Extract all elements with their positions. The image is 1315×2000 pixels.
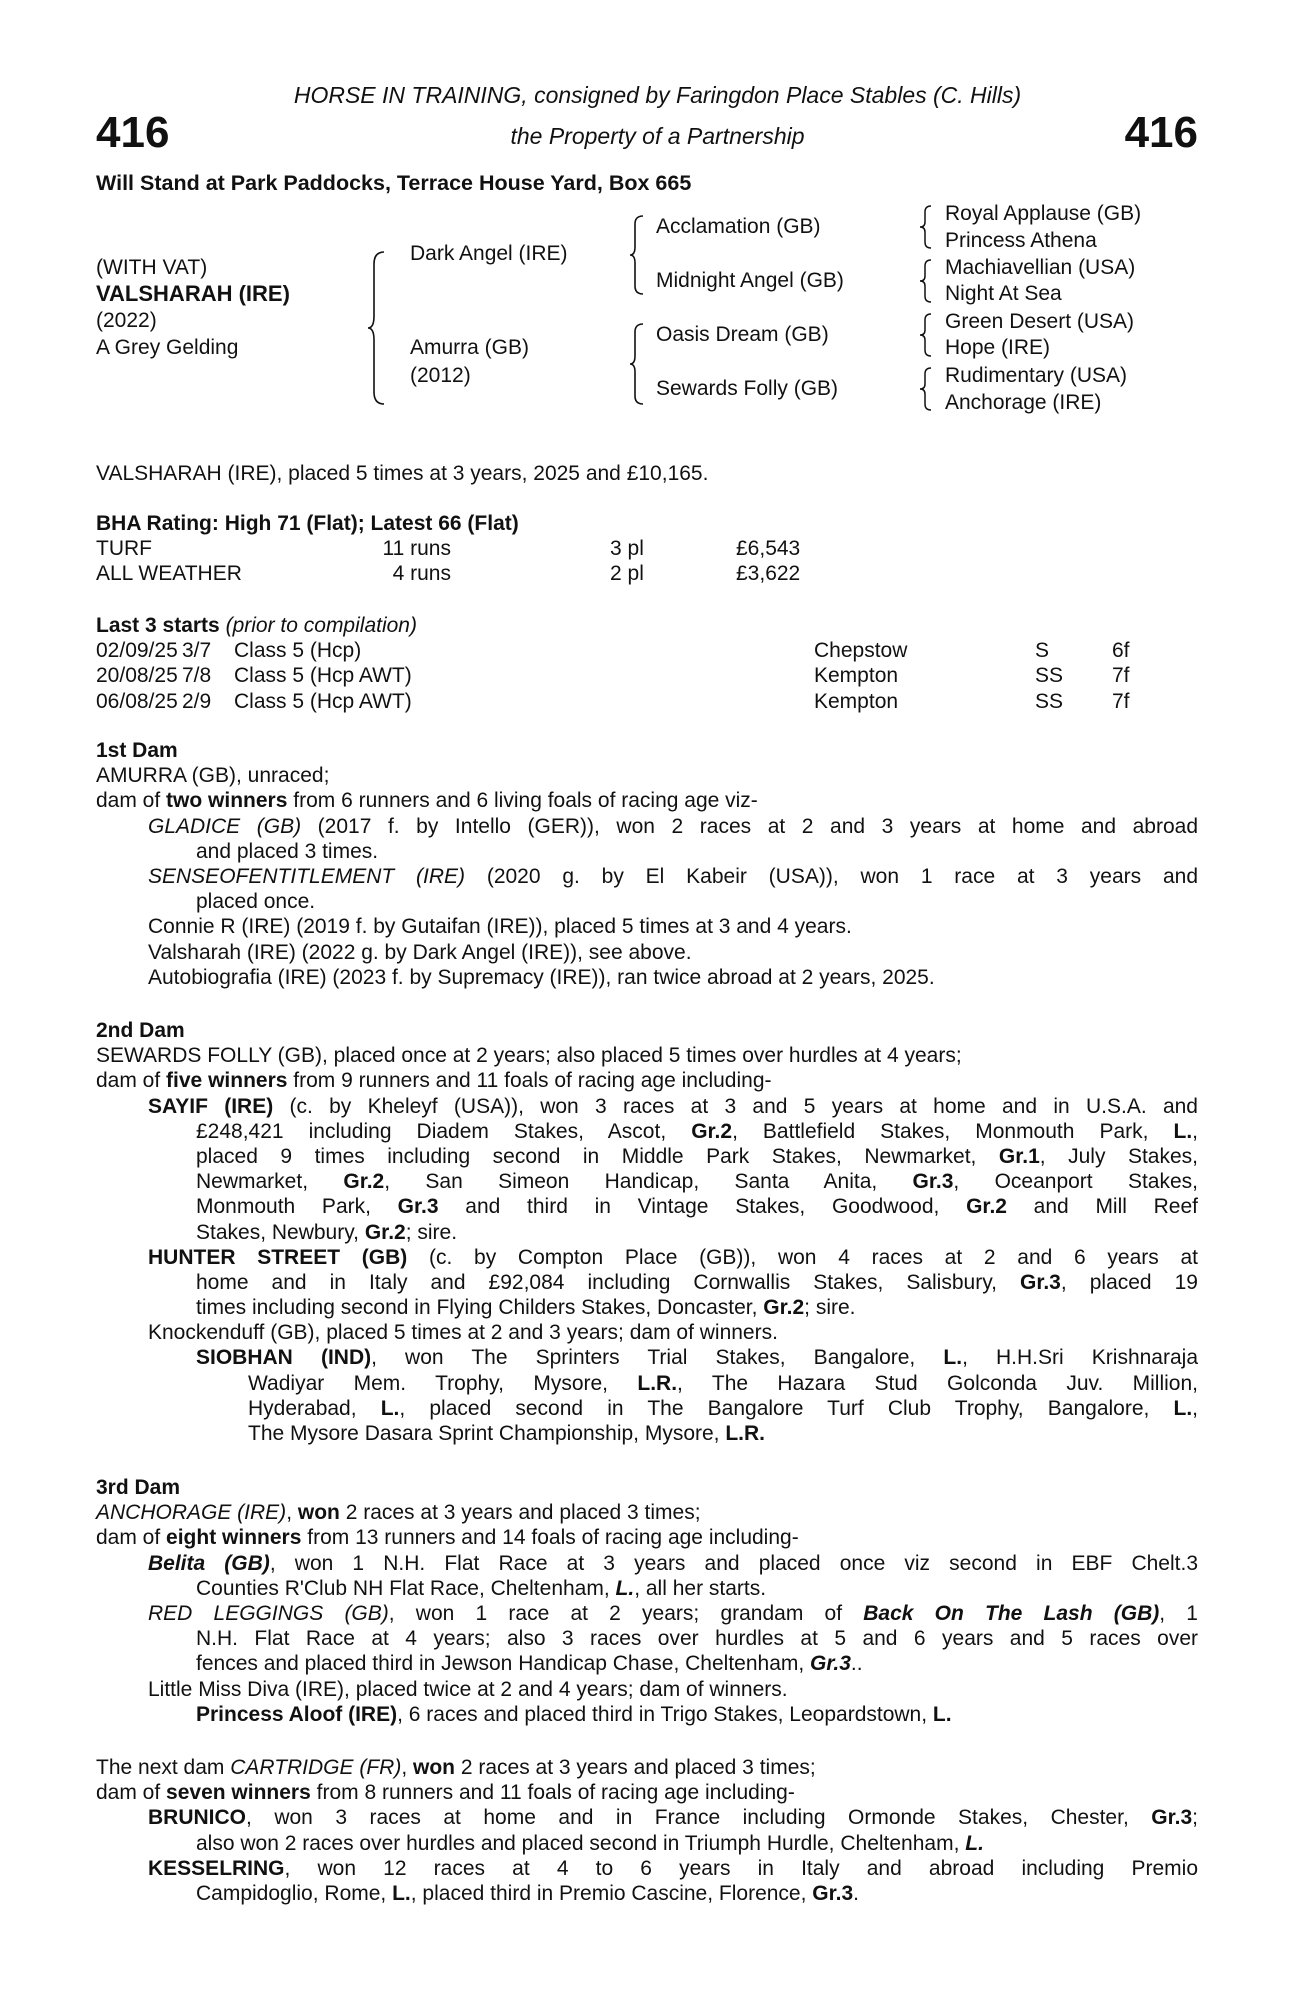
start-dist: 7f <box>1112 689 1130 713</box>
text-run: seven winners <box>166 1781 311 1805</box>
pedigree-entry <box>96 914 1198 939</box>
text-run: home and in Italy and £92,084 including Cornwallis Stakes, Salisbury, <box>196 1270 1020 1294</box>
text-run: , placed 19 <box>1060 1270 1198 1294</box>
brace-icon <box>366 250 388 406</box>
start-row <box>96 663 1198 688</box>
start-pos: 3/7 <box>182 639 212 663</box>
ancestor: Hope (IRE) <box>945 336 1051 359</box>
dam-dam: Sewards Folly (GB) <box>656 377 839 400</box>
pedigree-entry <box>96 1780 1198 1805</box>
text-run: and third in Vintage Stakes, Goodwood, <box>438 1195 967 1219</box>
dam: Amurra (GB) <box>410 336 530 359</box>
property-line: the Property of a Partnership <box>510 123 805 149</box>
text-line <box>96 1677 1198 1702</box>
dam-section <box>96 1475 1198 1727</box>
text-run: , placed third in Premio Cascine, Florence, <box>410 1881 813 1905</box>
lot-number-right: 416 <box>1124 108 1198 157</box>
text-run: The next dam <box>96 1756 231 1779</box>
text-line <box>96 1295 1198 1320</box>
pedigree-entry <box>96 1245 1198 1321</box>
text-run: Gr.2 <box>364 1220 406 1244</box>
brace-icon <box>628 322 646 406</box>
text-line <box>96 1576 1198 1601</box>
text-run: AMURRA (GB), unraced; <box>96 764 330 788</box>
text-run: from 9 runners and 11 foals of racing age including- <box>287 1069 772 1093</box>
pedigree-entry <box>96 1677 1198 1702</box>
prize: £3,622 <box>736 562 801 586</box>
text-run: , 1 <box>1159 1601 1198 1625</box>
pedigree-entry <box>96 1805 1198 1855</box>
text-run: Gr.3 <box>397 1195 439 1219</box>
text-run: times including second in Flying Childers Stakes, Doncaster, <box>196 1296 764 1320</box>
starts-title: Last 3 starts <box>96 614 220 637</box>
text-run: Back On The Lash (GB) <box>863 1601 1160 1625</box>
text-run: , Battlefield Stakes, Monmouth Park, <box>732 1119 1174 1143</box>
text-run: Monmouth Park, <box>196 1195 398 1219</box>
text-run: CARTRIDGE (FR) <box>230 1756 402 1779</box>
vat-note: (WITH VAT) <box>96 256 208 279</box>
text-run: BRUNICO <box>148 1806 246 1830</box>
text-run: L. <box>1173 1396 1193 1420</box>
start-course: Chepstow <box>814 639 908 663</box>
text-run: RED LEGGINGS (GB) <box>148 1601 389 1625</box>
dam-section <box>96 1018 1198 1446</box>
text-run: Gr.3 <box>810 1652 851 1676</box>
brace-icon <box>918 204 934 250</box>
text-run: Campidoglio, Rome, <box>196 1881 393 1905</box>
pedigree-entry <box>96 814 1198 864</box>
start-race: Class 5 (Hcp) <box>234 639 362 663</box>
pedigree-entry <box>96 1856 1198 1906</box>
text-run: ; sire. <box>405 1220 458 1244</box>
text-run: eight winners <box>166 1526 302 1550</box>
text-line <box>96 914 1198 939</box>
start-dist: 7f <box>1112 664 1130 688</box>
brace-icon <box>628 214 646 296</box>
text-run: from 6 runners and 6 living foals of racing age viz- <box>287 789 758 813</box>
text-run: L.R. <box>637 1371 678 1395</box>
text-line <box>96 864 1198 889</box>
text-run: KESSELRING <box>148 1856 285 1880</box>
text-run: Gr.3 <box>1151 1806 1193 1830</box>
dam-year: (2012) <box>410 364 471 387</box>
text-run: five winners <box>166 1069 288 1093</box>
text-run: placed 9 times including second in Middle Park Stakes, Newmarket, <box>196 1144 999 1168</box>
start-date: 06/08/25 <box>96 689 178 713</box>
text-run: dam of <box>96 1069 167 1093</box>
text-line <box>96 1220 1198 1245</box>
text-run: , won 1 N.H. Flat Race at 3 years and placed once viz second in EBF Chelt.3 <box>269 1551 1199 1575</box>
text-run: Little Miss Diva (IRE), placed twice at 2 and 4 years; dam of winners. <box>148 1677 788 1701</box>
surface: TURF <box>96 537 152 561</box>
text-run: dam of <box>96 789 167 813</box>
pedigree-entry <box>96 788 1198 813</box>
text-run: SAYIF (IRE) <box>148 1094 274 1118</box>
last-starts <box>96 613 1198 714</box>
text-run: L. <box>932 1702 952 1726</box>
text-run: .. <box>850 1652 863 1676</box>
pedigree-entry <box>96 1551 1198 1601</box>
text-run: Autobiografia (IRE) (2023 f. by Supremacy (IRE)), ran twice abroad at 2 years, 2025. <box>148 965 935 989</box>
text-line <box>96 965 1198 990</box>
text-run: Gr.2 <box>343 1170 385 1194</box>
ancestor: Royal Applause (GB) <box>945 202 1142 225</box>
text-line <box>96 788 1198 813</box>
ancestor: Night At Sea <box>945 282 1062 305</box>
text-line <box>96 1651 1198 1676</box>
text-run: placed once. <box>196 890 316 914</box>
text-run: ; <box>1192 1806 1198 1830</box>
text-run: Gr.3 <box>1020 1270 1061 1294</box>
text-line <box>96 1094 1198 1119</box>
text-run: dam of <box>96 1781 167 1805</box>
text-line <box>96 1755 1198 1780</box>
pedigree-entry <box>96 1043 1198 1068</box>
text-run: , all her starts. <box>634 1576 767 1600</box>
text-run: Newmarket, <box>196 1170 344 1194</box>
rating-block <box>96 511 1198 587</box>
rating-row-turf <box>96 536 1198 561</box>
text-line <box>96 1421 1198 1446</box>
start-race: Class 5 (Hcp AWT) <box>234 689 412 713</box>
ancestor: Machiavellian (USA) <box>945 256 1136 279</box>
text-run: , 6 races and placed third in Trigo Stakes, Leopardstown, <box>397 1702 933 1726</box>
text-run: , <box>286 1501 298 1525</box>
pedigree-entry <box>96 1345 1198 1446</box>
text-run: Gr.1 <box>998 1144 1040 1168</box>
dam-section <box>96 1755 1198 1906</box>
text-run: , July Stakes, <box>1039 1144 1198 1168</box>
horse-description: A Grey Gelding <box>96 336 239 359</box>
start-dist: 6f <box>1112 639 1130 663</box>
start-row <box>96 638 1198 663</box>
pedigree-entry <box>96 1702 1198 1727</box>
text-run: Wadiyar Mem. Trophy, Mysore, <box>248 1371 638 1395</box>
text-run: The Mysore Dasara Sprint Championship, Mysore, <box>248 1422 726 1445</box>
ancestor: Princess Athena <box>945 229 1097 252</box>
text-line <box>96 1194 1198 1219</box>
starts-note: (prior to compilation) <box>225 614 417 637</box>
text-line <box>96 1626 1198 1651</box>
pedigree-entry <box>96 763 1198 788</box>
text-run: fences and placed third in Jewson Handicap Chase, Cheltenham, <box>196 1652 811 1676</box>
text-run: and placed 3 times. <box>196 839 379 863</box>
text-run: from 13 runners and 14 foals of racing age including- <box>301 1526 799 1550</box>
text-run: Gr.3 <box>812 1881 854 1905</box>
placed: 2 pl <box>610 562 644 586</box>
pedigree-entry <box>96 1755 1198 1780</box>
text-line <box>96 1881 1198 1906</box>
text-line <box>96 1396 1198 1421</box>
text-line <box>96 1043 1198 1068</box>
text-run: L. <box>392 1881 411 1905</box>
text-run: , won 3 races at home and in France including Ormonde Stakes, Chester, <box>246 1806 1152 1830</box>
start-date: 20/08/25 <box>96 664 178 688</box>
text-run: , Oceanport Stakes, <box>953 1170 1198 1194</box>
text-run: won <box>297 1501 340 1525</box>
text-line <box>96 1601 1198 1626</box>
runs: 4 runs <box>392 562 451 586</box>
text-run: , won 12 races at 4 to 6 years in Italy and abroad including Premio <box>284 1856 1198 1880</box>
pedigree-entry <box>96 1525 1198 1550</box>
text-run: 2 races at 3 years and placed 3 times; <box>455 1756 816 1779</box>
start-going: SS <box>1035 664 1064 688</box>
text-line <box>96 1831 1198 1856</box>
text-line <box>96 1119 1198 1144</box>
text-run: SIOBHAN (IND) <box>196 1346 372 1370</box>
text-run: L. <box>943 1346 963 1370</box>
text-run: Princess Aloof (IRE) <box>196 1702 398 1726</box>
text-line <box>96 839 1198 864</box>
text-line <box>96 1169 1198 1194</box>
text-run: , H.H.Sri Krishnaraja <box>962 1346 1199 1370</box>
text-run: , <box>401 1756 414 1779</box>
start-going: SS <box>1035 689 1064 713</box>
pedigree-entry <box>96 1320 1198 1345</box>
text-run: , won 1 race at 2 years; grandam of <box>388 1601 864 1625</box>
text-line <box>96 1780 1198 1805</box>
text-run: Hyderabad, <box>248 1396 381 1420</box>
text-run: Gr.2 <box>691 1119 733 1143</box>
sire: Dark Angel (IRE) <box>410 242 568 265</box>
text-line <box>96 1270 1198 1295</box>
text-line <box>96 1144 1198 1169</box>
text-line <box>96 1805 1198 1830</box>
start-race: Class 5 (Hcp AWT) <box>234 664 412 688</box>
text-run: , San Simeon Handicap, Santa Anita, <box>384 1170 913 1194</box>
placed: 3 pl <box>610 537 644 561</box>
pedigree-entry <box>96 940 1198 965</box>
text-line <box>96 1525 1198 1550</box>
text-line <box>96 814 1198 839</box>
stand-location: Will Stand at Park Paddocks, Terrace House Yard, Box 665 <box>96 171 692 195</box>
start-pos: 2/9 <box>182 689 212 713</box>
text-run: ; sire. <box>804 1296 856 1320</box>
text-line <box>96 1551 1198 1576</box>
pedigree-entry <box>96 1500 1198 1525</box>
ancestor: Rudimentary (USA) <box>945 364 1128 387</box>
text-line <box>96 940 1198 965</box>
text-run: Stakes, Newbury, <box>196 1220 365 1244</box>
pedigree-entry <box>96 864 1198 914</box>
text-line <box>96 763 1198 788</box>
surface: ALL WEATHER <box>96 562 242 586</box>
text-run: , won The Sprinters Trial Stakes, Bangalore, <box>371 1346 944 1370</box>
text-line <box>96 1702 1198 1727</box>
text-run: Gr.2 <box>966 1195 1007 1219</box>
text-run: ANCHORAGE (IRE) <box>96 1501 287 1525</box>
pedigree-entry <box>96 1068 1198 1093</box>
text-run: SENSEOFENTITLEMENT (IRE) <box>148 864 466 888</box>
text-run: also won 2 races over hurdles and placed second in Triumph Hurdle, Cheltenham, <box>196 1831 966 1855</box>
text-run: Connie R (IRE) (2019 f. by Gutaifan (IRE)), placed 5 times at 3 and 4 years. <box>148 915 852 939</box>
text-run: HUNTER STREET (GB) <box>148 1245 408 1269</box>
text-line <box>96 1068 1198 1093</box>
sire-sire: Acclamation (GB) <box>656 215 821 238</box>
pedigree-entry <box>96 1601 1198 1677</box>
text-run: and Mill Reef <box>1006 1195 1199 1219</box>
text-run: L. <box>615 1576 635 1600</box>
text-line <box>96 1345 1198 1370</box>
text-run: L.R. <box>725 1422 766 1445</box>
text-run: (c. by Compton Place (GB)), won 4 races at 2 and 6 years at <box>407 1245 1198 1269</box>
lot-number-left: 416 <box>96 108 170 157</box>
start-course: Kempton <box>814 664 899 688</box>
section-heading: 3rd Dam <box>96 1476 181 1499</box>
text-line <box>96 1245 1198 1270</box>
start-row <box>96 689 1198 714</box>
brace-icon <box>918 366 934 412</box>
brace-icon <box>918 258 934 304</box>
text-line <box>96 1856 1198 1881</box>
text-run: GLADICE (GB) <box>148 814 302 838</box>
ancestor: Green Desert (USA) <box>945 310 1135 333</box>
text-run: Knockenduff (GB), placed 5 times at 2 and 3 years; dam of winners. <box>148 1321 778 1345</box>
text-run: , <box>1192 1396 1199 1420</box>
ancestor: Anchorage (IRE) <box>945 391 1102 414</box>
text-run: SEWARDS FOLLY (GB), placed once at 2 years; also placed 5 times over hurdles at 4 years; <box>96 1044 962 1068</box>
text-line <box>96 889 1198 914</box>
text-run: . <box>853 1881 859 1905</box>
text-run: L. <box>1173 1119 1193 1143</box>
start-date: 02/09/25 <box>96 639 178 663</box>
sire-dam: Midnight Angel (GB) <box>656 269 844 292</box>
text-run: £248,421 including Diadem Stakes, Ascot, <box>196 1119 692 1143</box>
horse-year: (2022) <box>96 309 157 332</box>
text-run: L. <box>380 1396 400 1420</box>
rating-title: BHA Rating: High 71 (Flat); Latest 66 (Flat) <box>96 512 519 535</box>
pedigree-entry <box>96 965 1198 990</box>
text-run: Valsharah (IRE) (2022 g. by Dark Angel (IRE)), see above. <box>148 940 692 964</box>
dam-sire: Oasis Dream (GB) <box>656 323 829 346</box>
text-run: (2020 g. by El Kabeir (USA)), won 1 race at 3 years and <box>465 864 1198 888</box>
section-heading: 2nd Dam <box>96 1019 185 1042</box>
text-run: won <box>413 1756 456 1779</box>
text-line <box>96 1320 1198 1345</box>
text-run: N.H. Flat Race at 4 years; also 3 races over hurdles at 5 and 6 years and 5 races over <box>196 1627 1198 1651</box>
start-course: Kempton <box>814 689 899 713</box>
dam-section <box>96 738 1198 990</box>
section-heading: 1st Dam <box>96 739 178 762</box>
text-run: two winners <box>166 789 288 813</box>
text-run: , <box>1192 1119 1199 1143</box>
text-run: , placed second in The Bangalore Turf Club Trophy, Bangalore, <box>399 1396 1174 1420</box>
runs: 11 runs <box>382 537 451 561</box>
consignment-line: HORSE IN TRAINING, consigned by Faringdon Place Stables (C. Hills) <box>293 82 1022 108</box>
start-going: S <box>1035 639 1050 663</box>
text-run: 2 races at 3 years and placed 3 times; <box>339 1501 701 1525</box>
text-run: L. <box>965 1831 984 1855</box>
text-run: from 8 runners and 11 foals of racing age including- <box>310 1781 795 1805</box>
text-run: Gr.3 <box>912 1170 954 1194</box>
race-summary: VALSHARAH (IRE), placed 5 times at 3 years, 2025 and £10,165. <box>96 462 709 485</box>
pedigree-entry <box>96 1094 1198 1245</box>
brace-icon <box>918 312 934 358</box>
text-run: Gr.2 <box>763 1296 805 1320</box>
text-run: Counties R'Club NH Flat Race, Cheltenham, <box>196 1576 616 1600</box>
horse-name: VALSHARAH (IRE) <box>96 281 290 306</box>
text-run: dam of <box>96 1526 167 1550</box>
prize: £6,543 <box>736 537 801 561</box>
text-line <box>96 1500 1198 1525</box>
text-run: , The Hazara Stud Golconda Juv. Million, <box>677 1371 1198 1395</box>
text-line <box>96 1371 1198 1396</box>
text-run: (c. by Kheleyf (USA)), won 3 races at 3 and 5 years at home and in U.S.A. and <box>273 1094 1198 1118</box>
text-run: (2017 f. by Intello (GER)), won 2 races at 2 and 3 years at home and abroad <box>301 814 1198 838</box>
start-pos: 7/8 <box>182 664 212 688</box>
rating-row-aw <box>96 561 1198 586</box>
text-run: Belita (GB) <box>148 1551 270 1575</box>
